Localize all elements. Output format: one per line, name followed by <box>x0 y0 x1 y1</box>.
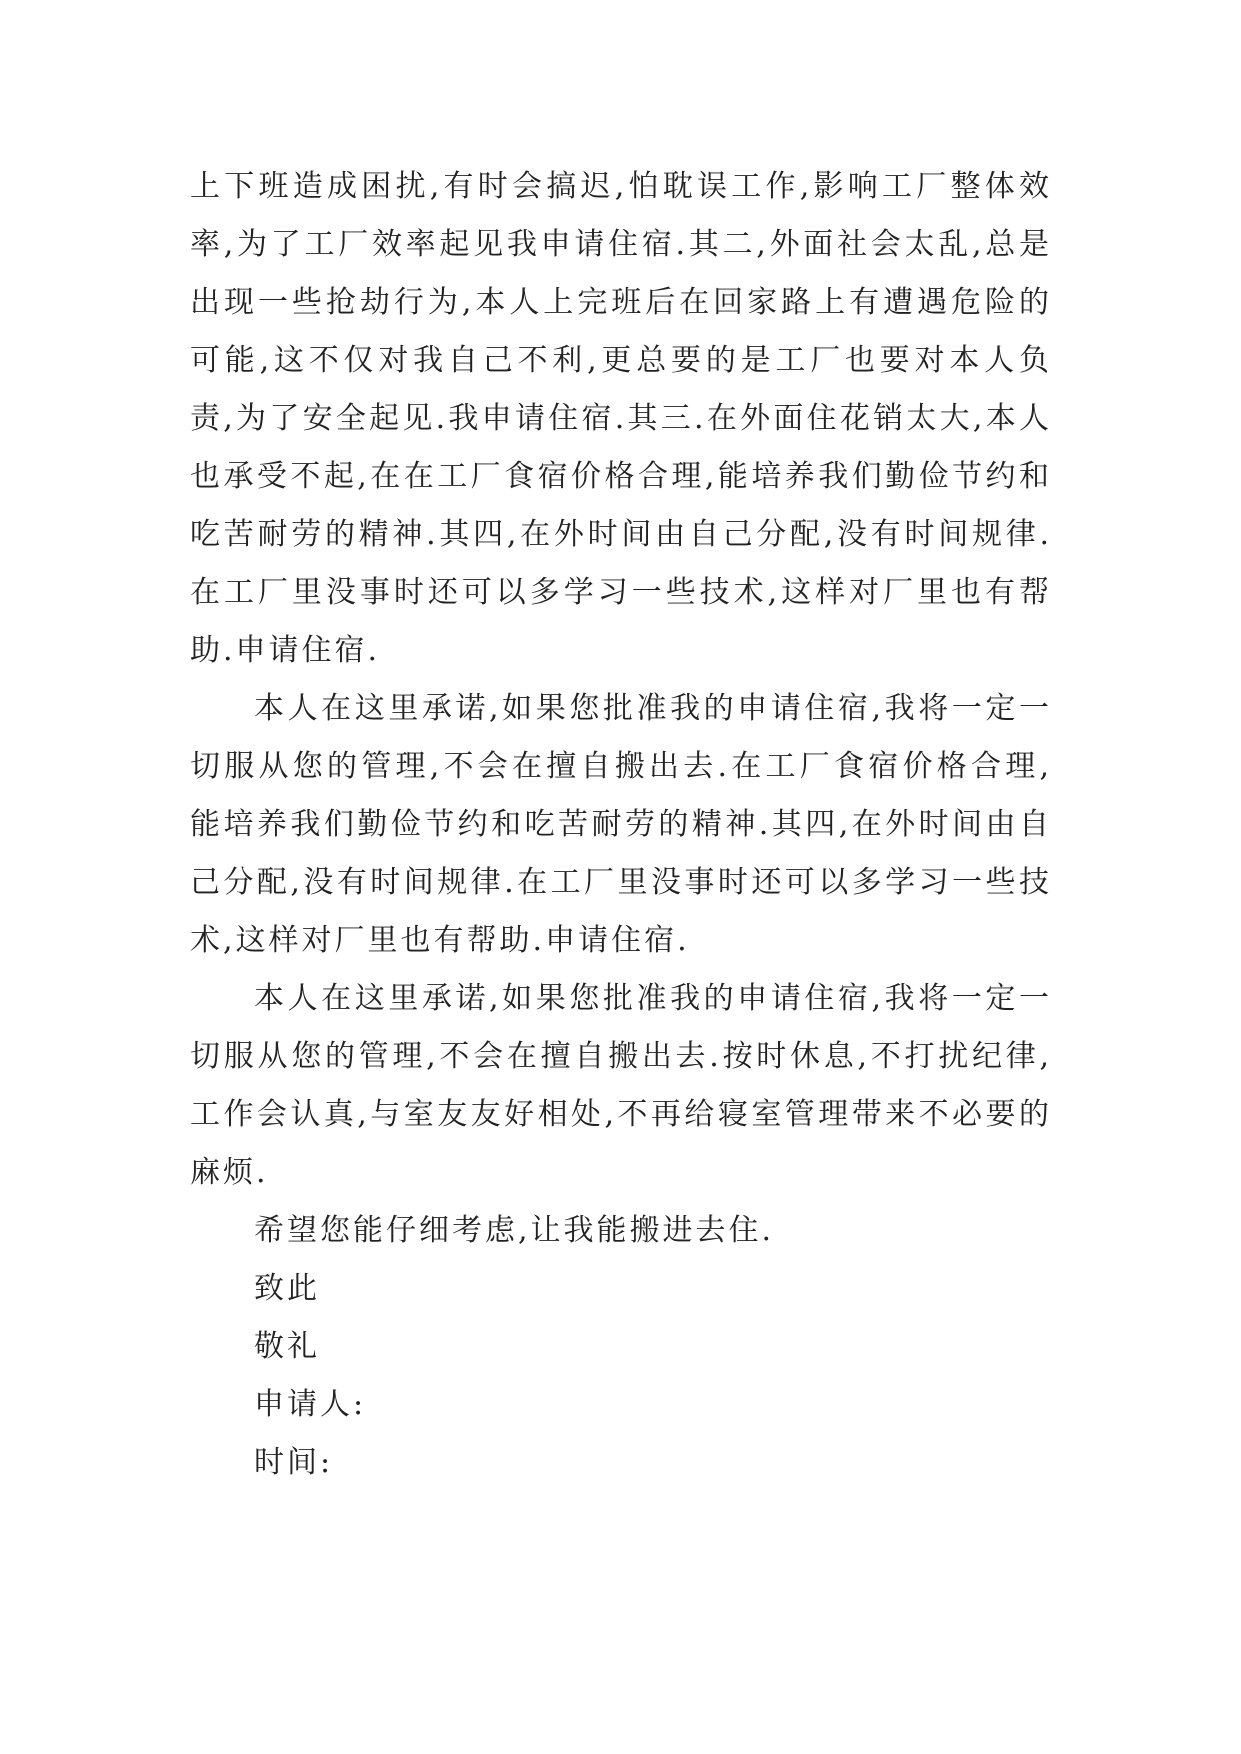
time-label: 时间: <box>254 1445 334 1480</box>
applicant-label: 申请人: <box>254 1387 367 1422</box>
paragraph-1: 上下班造成困扰,有时会搞迟,怕耽误工作,影响工厂整体效率,为了工厂效率起见我申请住宿.其二,外面社会太乱,总是出现一些抢劫行为,本人上完班后在回家路上有遭遇危险的可能,这不仅对我自己不利,更总要的是工厂也要对本人负责,为了安全起见.我申请住宿.其三.在外面住花销太大,本人也承受不起,在在工厂食宿价格合理,能培养我们勤俭节约和吃苦耐劳的精神.其四,在外时间由自己分配,没有时间规律.在工厂里没事时还可以多学习一些技术,这样对厂里也有帮助.申请住宿. <box>190 169 1052 668</box>
paragraph-2: 本人在这里承诺,如果您批准我的申请住宿,我将一定一切服从您的管理,不会在擅自搬出去.在工厂食宿价格合理,能培养我们勤俭节约和吃苦耐劳的精神.其四,在外时间由自己分配,没有时间规律.在工厂里没事时还可以多学习一些技术,这样对厂里也有帮助.申请住宿. <box>190 691 1052 958</box>
document-body <box>190 158 1052 1492</box>
closing-salutation-1: 致此 <box>254 1271 320 1306</box>
closing-salutation-2: 敬礼 <box>254 1329 320 1364</box>
closing-hope: 希望您能仔细考虑,让我能搬进去住. <box>254 1213 775 1248</box>
paragraph-3: 本人在这里承诺,如果您批准我的申请住宿,我将一定一切服从您的管理,不会在擅自搬出去.按时休息,不打扰纪律,工作会认真,与室友友好相处,不再给寝室管理带来不必要的麻烦. <box>190 981 1052 1190</box>
